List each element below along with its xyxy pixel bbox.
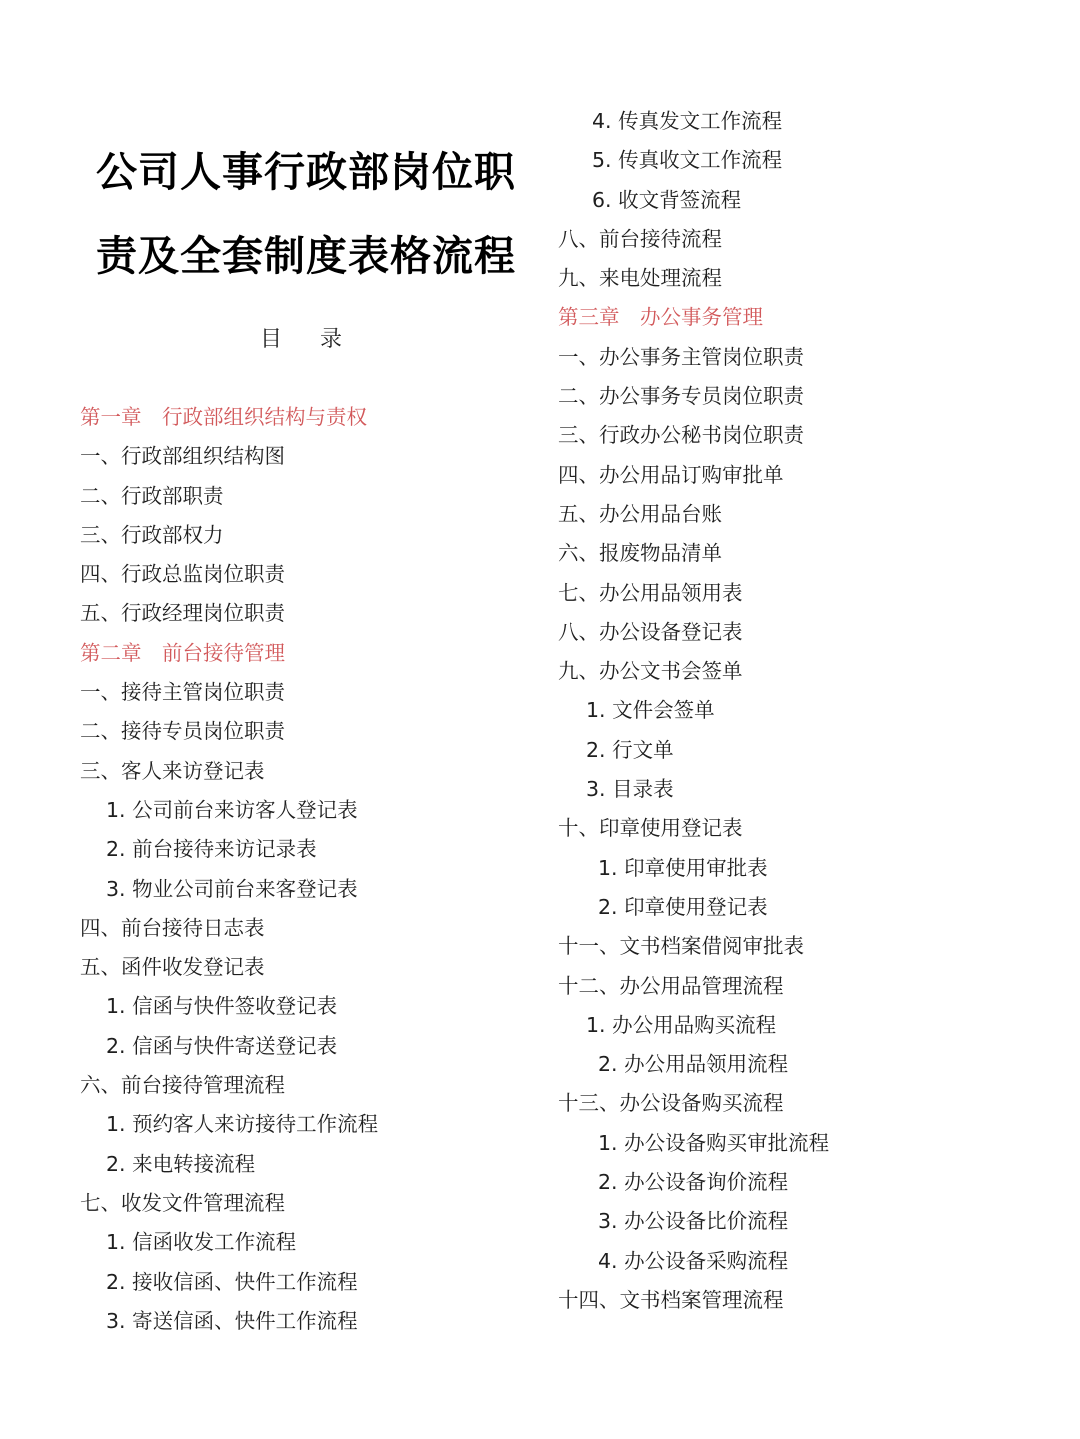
toc-entry: 三、客人来访登记表 xyxy=(80,758,265,783)
document-title xyxy=(96,130,536,298)
toc-entry: 二、接待专员岗位职责 xyxy=(80,719,285,744)
toc-heading: 目录 xyxy=(260,327,381,352)
toc-entry: 一、办公事务主管岗位职责 xyxy=(558,344,804,369)
toc-entry: 4. 传真发文工作流程 xyxy=(592,109,783,133)
toc-chapter-heading: 第二章 前台接待管理 xyxy=(80,640,285,665)
toc-entry: 十三、办公设备购买流程 xyxy=(558,1091,784,1116)
toc-entry: 4. 办公设备采购流程 xyxy=(598,1248,789,1273)
toc-entry: 1. 文件会签单 xyxy=(586,698,715,723)
toc-entry: 3. 寄送信函、快件工作流程 xyxy=(106,1308,358,1333)
toc-entry: 1. 预约客人来访接待工作流程 xyxy=(106,1112,379,1137)
toc-entry: 十四、文书档案管理流程 xyxy=(558,1287,784,1312)
toc-entry: 1. 印章使用审批表 xyxy=(598,855,768,880)
toc-chapter-heading: 第一章 行政部组织结构与责权 xyxy=(80,405,367,429)
toc-entry: 5. 传真收文工作流程 xyxy=(592,148,783,173)
toc-entry: 十二、办公用品管理流程 xyxy=(558,973,784,998)
toc-entry: 十、印章使用登记表 xyxy=(558,816,743,841)
toc-entry: 2. 信函与快件寄送登记表 xyxy=(106,1033,338,1058)
toc-entry: 七、办公用品领用表 xyxy=(558,580,743,605)
toc-entry: 1. 办公用品购买流程 xyxy=(586,1012,777,1037)
toc-entry: 1. 信函收发工作流程 xyxy=(106,1230,297,1255)
toc-right-column xyxy=(558,102,829,1320)
toc-entry: 6. 收文背签流程 xyxy=(592,187,742,212)
toc-entry: 七、收发文件管理流程 xyxy=(80,1190,285,1215)
title-line-1: 公司人事行政部岗位职 xyxy=(96,148,516,196)
toc-entry: 四、办公用品订购审批单 xyxy=(558,462,784,487)
toc-entry: 三、行政办公秘书岗位职责 xyxy=(558,423,804,448)
toc-entry: 五、办公用品台账 xyxy=(558,501,722,526)
toc-entry: 三、行政部权力 xyxy=(80,522,224,547)
toc-chapter-heading: 第三章 办公事务管理 xyxy=(558,305,763,330)
toc-entry: 2. 行文单 xyxy=(586,737,674,762)
toc-entry: 二、办公事务专员岗位职责 xyxy=(558,384,804,409)
toc-entry: 2. 印章使用登记表 xyxy=(598,894,768,919)
toc-entry: 六、报废物品清单 xyxy=(558,541,722,566)
toc-entry: 2. 接收信函、快件工作流程 xyxy=(106,1269,358,1294)
toc-entry: 一、接待主管岗位职责 xyxy=(80,680,285,705)
toc-entry: 2. 办公用品领用流程 xyxy=(598,1052,789,1077)
toc-left-column xyxy=(80,398,378,1341)
toc-entry: 九、来电处理流程 xyxy=(558,266,722,291)
toc-entry: 五、函件收发登记表 xyxy=(80,955,265,980)
toc-entry: 四、前台接待日志表 xyxy=(80,915,265,940)
toc-entry: 3. 办公设备比价流程 xyxy=(598,1209,789,1234)
toc-entry: 九、办公文书会签单 xyxy=(558,659,743,684)
toc-entry: 八、前台接待流程 xyxy=(558,226,722,251)
toc-entry: 五、行政经理岗位职责 xyxy=(80,601,285,626)
toc-entry: 3. 目录表 xyxy=(586,777,674,802)
toc-entry: 一、行政部组织结构图 xyxy=(80,444,285,469)
toc-entry: 1. 公司前台来访客人登记表 xyxy=(106,797,358,822)
toc-entry: 二、行政部职责 xyxy=(80,483,224,508)
toc-entry: 八、办公设备登记表 xyxy=(558,619,743,644)
toc-entry: 四、行政总监岗位职责 xyxy=(80,562,285,587)
toc-entry: 2. 前台接待来访记录表 xyxy=(106,837,317,862)
title-line-2: 责及全套制度表格流程 xyxy=(96,232,516,280)
toc-entry: 2. 办公设备询价流程 xyxy=(598,1170,789,1195)
toc-entry: 1. 办公设备购买审批流程 xyxy=(598,1130,830,1155)
toc-entry: 3. 物业公司前台来客登记表 xyxy=(106,876,358,901)
toc-entry: 六、前台接待管理流程 xyxy=(80,1073,285,1098)
toc-entry: 1. 信函与快件签收登记表 xyxy=(106,994,338,1019)
toc-entry: 2. 来电转接流程 xyxy=(106,1151,256,1176)
toc-entry: 十一、文书档案借阅审批表 xyxy=(558,934,804,959)
